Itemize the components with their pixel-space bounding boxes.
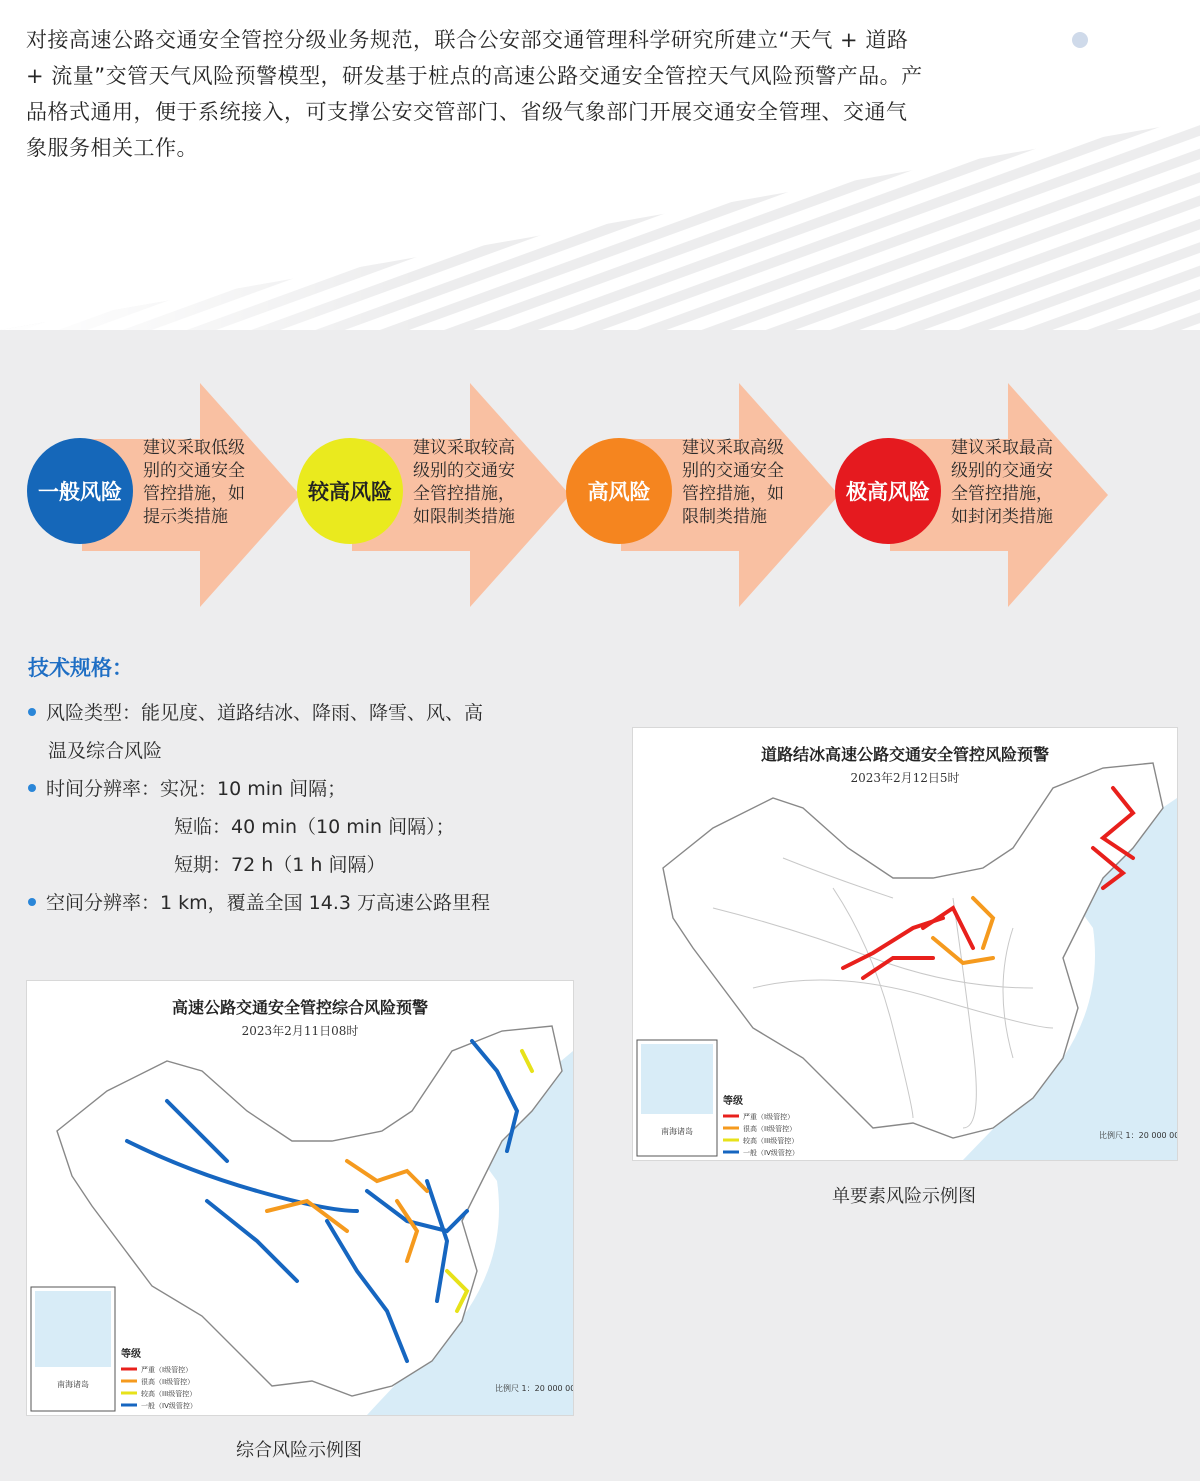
- svg-text:较高（III级管控）: 较高（III级管控）: [743, 1137, 799, 1145]
- map-combined: [26, 980, 574, 1416]
- bullet-icon: [28, 898, 36, 906]
- map-title: 高速公路交通安全管控综合风险预警: [171, 998, 429, 1017]
- legend-title: 等级: [121, 1349, 141, 1360]
- legend-title: 等级: [723, 1096, 743, 1107]
- inset-label: 南海诸岛: [661, 1127, 693, 1136]
- caption-single: 单要素风险示例图: [832, 1186, 976, 1207]
- map-combined-svg: [27, 981, 573, 1415]
- decorative-dot: [1072, 32, 1088, 48]
- spec-time-resolution: 时间分辨率：实况：10 min 间隔；: [28, 770, 588, 808]
- inset-label: 南海诸岛: [57, 1380, 89, 1389]
- map-date: 2023年2月11日08时: [241, 1024, 359, 1038]
- risk-description: 建议采取高级别的交通安全管控措施，如限制类措施: [682, 438, 784, 527]
- map-single-svg: [633, 728, 1177, 1160]
- risk-badge-higher: [297, 438, 403, 544]
- spec-risk-type: 风险类型：能见度、道路结冰、降雨、降雪、风、高: [28, 694, 588, 732]
- svg-text:严重（I级管控）: 严重（I级管控）: [743, 1113, 795, 1121]
- map-date: 2023年2月12日5时: [850, 771, 960, 785]
- spec-time-nowcast: 短临：40 min（10 min 间隔）；: [174, 816, 455, 838]
- spec-risk-type-cont: 温及综合风险: [48, 740, 163, 762]
- risk-badge-extreme: [835, 438, 941, 544]
- risk-badge-general: [27, 438, 133, 544]
- svg-text:一般（IV级管控）: 一般（IV级管控）: [743, 1149, 799, 1157]
- risk-title: 极高风险: [846, 480, 930, 504]
- risk-description: 建议采取最高级别的交通安全管控措施，如封闭类措施: [951, 438, 1053, 527]
- map-single-element: [632, 727, 1178, 1161]
- map-scale: 比例尺 1：20 000 000: [1099, 1131, 1177, 1140]
- risk-title: 较高风险: [308, 480, 392, 504]
- spec-time-short: 短期：72 h（1 h 间隔）: [174, 854, 386, 876]
- risk-level-extreme: [846, 383, 1190, 607]
- specs-title: 技术规格：: [28, 656, 133, 680]
- svg-text:很高（II级管控）: 很高（II级管控）: [141, 1378, 195, 1386]
- risk-description: 建议采取低级别的交通安全管控措施，如提示类措施: [143, 438, 245, 527]
- risk-badge-high: [566, 438, 672, 544]
- svg-text:很高（II级管控）: 很高（II级管控）: [743, 1125, 797, 1133]
- intro-section: [0, 0, 1200, 330]
- caption-combined: 综合风险示例图: [236, 1440, 362, 1461]
- svg-text:严重（I级管控）: 严重（I级管控）: [141, 1366, 193, 1374]
- risk-description: 建议采取较高级别的交通安全管控措施，如限制类措施: [413, 438, 515, 527]
- bullet-icon: [28, 708, 36, 716]
- risk-title: 一般风险: [38, 480, 122, 504]
- tech-specs: [28, 652, 588, 922]
- intro-paragraph: 对接高速公路交通安全管控分级业务规范，联合公安部交通管理科学研究所建立“天气 + 道路 + 流量”交管天气风险预警模型，研发基于桩点的高速公路交通安全管控天气风险预警产品。产品格式通用，便于系统接入，可支撑公安交管部门、省级气象部门开展交通安全管理、交通气象服务相关工作。: [26, 28, 923, 160]
- map-scale: 比例尺 1：20 000 000: [495, 1384, 573, 1393]
- bullet-icon: [28, 784, 36, 792]
- svg-text:较高（III级管控）: 较高（III级管控）: [141, 1390, 197, 1398]
- spec-space-resolution: 空间分辨率：1 km，覆盖全国 14.3 万高速公路里程: [28, 884, 588, 922]
- risk-title: 高风险: [587, 480, 651, 504]
- svg-text:一般（IV级管控）: 一般（IV级管控）: [141, 1402, 197, 1410]
- map-title: 道路结冰高速公路交通安全管控风险预警: [760, 745, 1050, 764]
